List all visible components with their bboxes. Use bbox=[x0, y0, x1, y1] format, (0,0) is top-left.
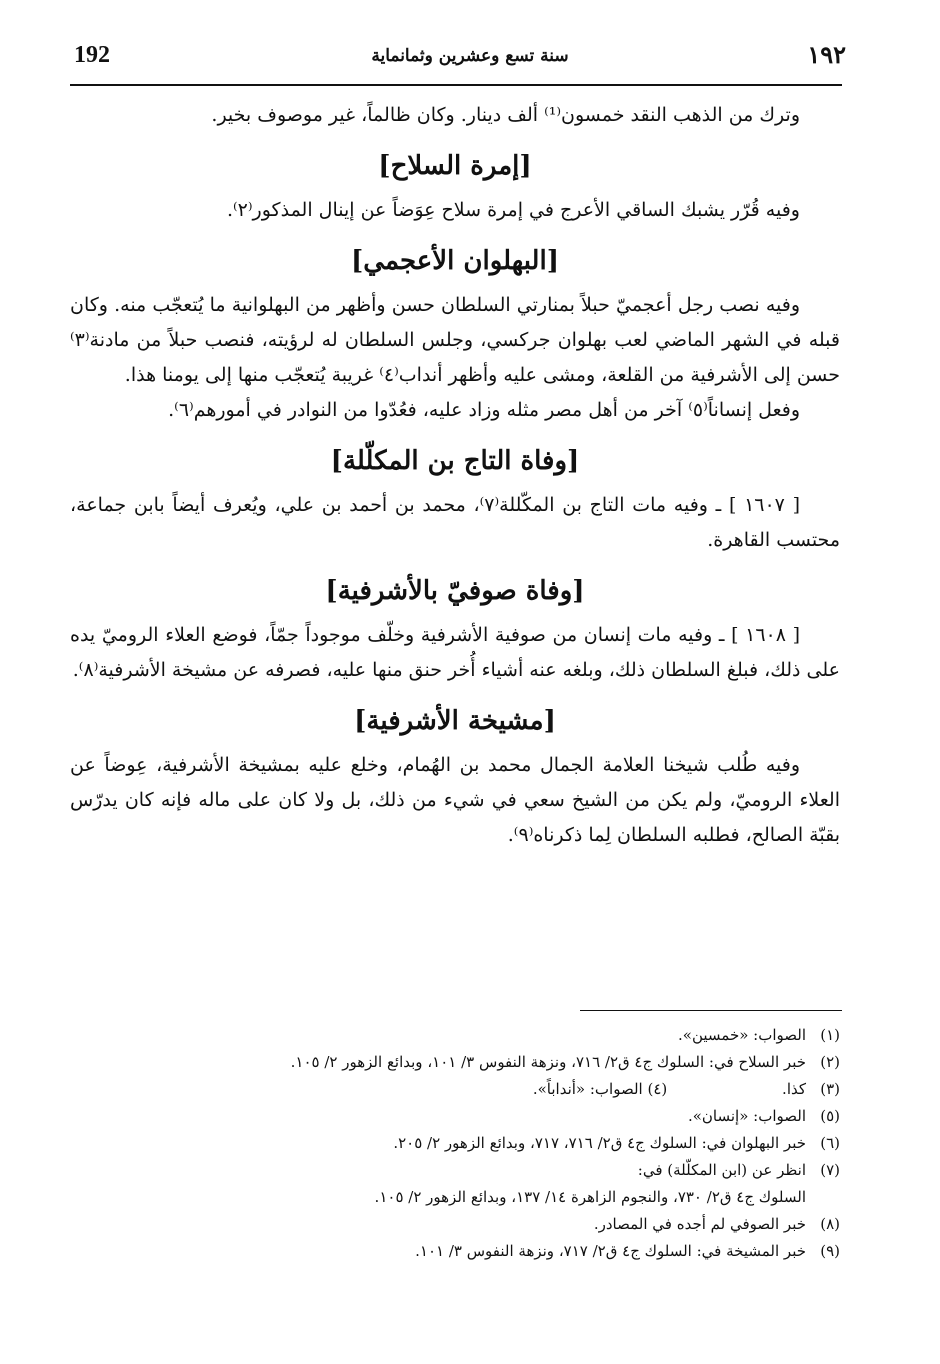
footnote-number: (٢) bbox=[820, 1053, 840, 1071]
paragraph: وترك من الذهب النقد خمسون⁽¹⁾ ألف دينار. وكان ظالماً، غير موصوف بخير. bbox=[211, 104, 800, 126]
footnote bbox=[100, 1049, 840, 1076]
footnote-number: (٨) bbox=[820, 1215, 840, 1233]
footnote-divider bbox=[580, 1010, 842, 1011]
footnote-text: انظر عن (ابن المكلّلة) في: bbox=[637, 1161, 806, 1179]
footnote-text: الصواب: «خمسين». bbox=[678, 1026, 806, 1044]
section-heading: [وفاة صوفيّ بالأشرفية] bbox=[325, 576, 585, 606]
footnote-text: خبر المشيخة في: السلوك ج٤ ق٢/ ٧١٧، ونزهة النفوس ٣/ ١٠١. bbox=[415, 1242, 806, 1260]
footnote-number: (٣) bbox=[820, 1080, 840, 1098]
footnote-number: (٩) bbox=[820, 1242, 840, 1260]
footnote bbox=[100, 1103, 840, 1130]
footnote-number: (٦) bbox=[820, 1134, 840, 1152]
footnote-text: كذا. bbox=[782, 1080, 806, 1098]
footnote-number: (٧) bbox=[820, 1161, 840, 1179]
page-number-latin: 192 bbox=[74, 42, 110, 68]
paragraph: وفيه طُلب شيخنا العلامة الجمال محمد بن الهُمام، وخلع عليه بمشيخة الأشرفية، عِوضاً عن العلاء الروميّ، ولم يكن من الشيخ سعي في شيء من ذلك، بل ولا كان على ماله فإنه كان يدرّس بقبّة الصالح، فطلبه السلطان لِما ذكرناه⁽٩⁾. bbox=[70, 754, 840, 846]
paragraph: [ ١٦٠٧ ] ـ وفيه مات التاج بن المكّللة⁽٧⁾، محمد بن أحمد بن علي، ويُعرف أيضاً بابن جماعة، محتسب القاهرة. bbox=[70, 494, 840, 551]
running-title: سنة تسع وعشرين وثمانماية bbox=[371, 46, 569, 66]
footnote-text: خبر البهلوان في: السلوك ج٤ ق٢/ ٧١٦، ٧١٧، وبدائع الزهور ٢/ ٢٠٥. bbox=[393, 1134, 806, 1152]
section-heading: [البهلوان الأعجمي] bbox=[350, 246, 560, 276]
header-divider bbox=[70, 84, 842, 86]
section-heading: [مشيخة الأشرفية] bbox=[354, 706, 556, 736]
footnotes bbox=[100, 1022, 840, 1265]
section-heading: [إمرة السلاح] bbox=[378, 151, 532, 181]
paragraph: وفيه قُرّر يشبك الساقي الأعرج في إمرة سلاح عِوَضاً عن إينال المذكور⁽٢⁾. bbox=[226, 199, 800, 221]
footnote-text-inline: (٤) الصواب: «أنداباً». bbox=[532, 1080, 668, 1098]
page-number-arabic: ١٩٢ bbox=[807, 40, 846, 69]
paragraph: وفعل إنساناً⁽٥⁾ آخر من أهل مصر مثله وزاد عليه، فعُدّوا من النوادر في أمورهم⁽٦⁾. bbox=[168, 399, 800, 421]
footnote bbox=[100, 1157, 840, 1184]
section-heading: [وفاة التاج بن المكلّلة] bbox=[330, 446, 580, 476]
footnote bbox=[100, 1022, 840, 1049]
footnote-text: الصواب: «إنسان». bbox=[687, 1107, 806, 1125]
footnote bbox=[100, 1238, 840, 1265]
footnote-text: خبر الصوفي لم أجده في المصادر. bbox=[593, 1215, 806, 1233]
footnote-number: (٥) bbox=[820, 1107, 840, 1125]
footnote bbox=[100, 1211, 840, 1238]
paragraph: [ ١٦٠٨ ] ـ وفيه مات إنسان من صوفية الأشرفية وخلّف موجوداً جمّاً، فوضع العلاء الروميّ يده على ذلك، فبلغ السلطان ذلك، وبلغه عنه أشياء أُخر حنق منها عليه، فصرفه عن مشيخة الأشرفية⁽٨⁾. bbox=[70, 624, 840, 681]
footnote bbox=[100, 1130, 840, 1157]
footnote-continuation: السلوك ج٤ ق٢/ ٧٣٠، والنجوم الزاهرة ١٤/ ١٣٧، وبدائع الزهور ٢/ ١٠٥. bbox=[374, 1188, 806, 1206]
footnote-text: خبر السلاح في: السلوك ج٤ ق٢/ ٧١٦، ونزهة النفوس ٣/ ١٠١، وبدائع الزهور ٢/ ١٠٥. bbox=[290, 1053, 806, 1071]
footnote bbox=[100, 1076, 840, 1103]
paragraph: وفيه نصب رجل أعجميّ حبلاً بمنارتي السلطان حسن وأظهر من البهلوانية ما يُتعجّب منه. وكان قبله في الشهر الماضي لعب بهلوان جركسي، وجلس السلطان له لرؤيته، فنصب حبلاً من مادنة⁽٣⁾ حسن إلى الأشرفية من القلعة، ومشى عليه وأظهر أنداب⁽٤⁾ غريبة يُتعجّب منها إلى يومنا هذا. bbox=[70, 294, 840, 386]
main-text bbox=[70, 98, 840, 853]
footnote-number: (١) bbox=[820, 1026, 840, 1044]
